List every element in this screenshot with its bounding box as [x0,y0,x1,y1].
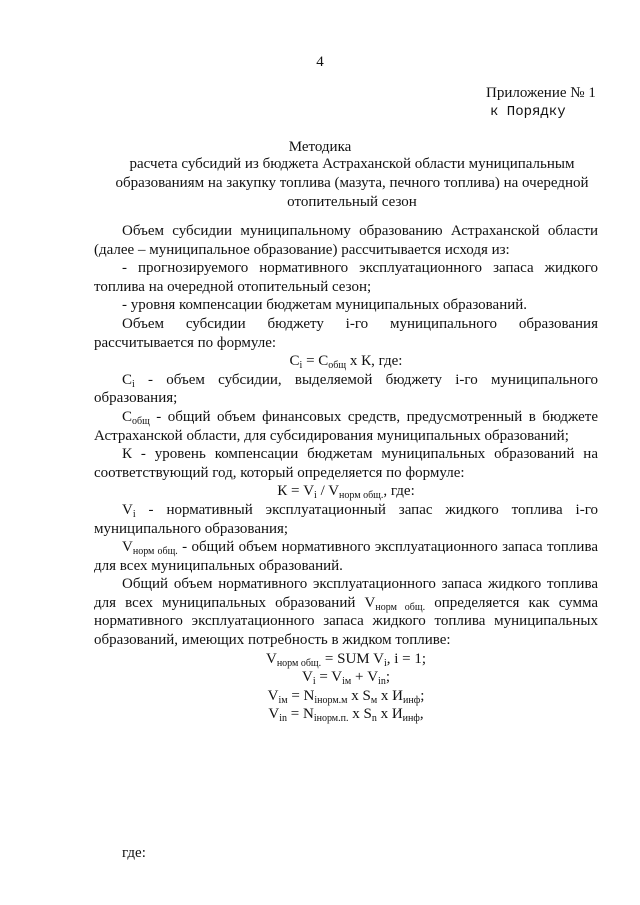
paragraph-item-2: - уровня компенсации бюджетам муниципальных образований. [122,297,528,314]
definition-ci: $C_i$ - объем субсидии, выделяемой бюджету i-го муниципального образования; [94,371,598,407]
definition-vnorm: $V_{норм общ.}$ - общий объем нормативного эксплуатационного запаса топлива для всех муниципальных образований. [94,539,598,574]
document-subtitle: расчета субсидий из бюджета Астраханской области муниципальным образованиям на закупку топлива (мазута, печного топлива) на очередной отопительный сезон [115,156,589,210]
formula-vin: $V_{in} = N_{iнорм.п.}$ x $S_n$ x $И_{инф}$, [268,706,424,725]
paragraph-item-1: - прогнозируемого нормативного эксплуатационного запаса жидкого топлива на очередной отопительный сезон; [94,260,598,295]
appendix-line-2: к Порядку [490,104,566,120]
paragraph-intro: Объем субсидии муниципальному образованию Астраханской области (далее – муниципальное образование) рассчитывается исходя из: [94,223,598,258]
where-label: где: [122,845,146,861]
formula-vi: $V_i = V_{iм} + V_{in}$; [301,669,390,688]
definition-cobsh: $C_{общ}$ - общий объем финансовых средств, предусмотренный в бюджете Астраханской области, для субсидирования муниципальных образований; [94,408,598,444]
formula-vnorm-sum: $V_{норм общ.}$ = SUM $V_i$, i = 1; [265,650,427,669]
page-number: 4 [316,54,324,70]
formula-k: $К = V_i / V_{норм общ.}$, где: [277,483,415,502]
paragraph-total-volume: Общий объем нормативного эксплуатационного запаса жидкого топлива для всех муниципальных образований $V_{норм общ.}$ определяется как сумма нормативного эксплуатационного запаса жидкого топлива муниципальных образований, имеющих потребность в жидком топливе: [94,576,598,649]
appendix-line-1: Приложение № 1 [486,85,596,101]
definition-vi: $V_i$ - нормативный эксплуатационный запас жидкого топлива i-го муниципального образования; [94,501,598,537]
paragraph-formula-intro: Объем субсидии бюджету i-го муниципального образования рассчитывается по формуле: [94,315,598,351]
formula-subsidy: $C_i = С_{общ}$ x К, где: [289,353,403,372]
appendix-header [486,84,596,122]
formula-vim: $V_{iм} = N_{iнорм.м}$ x $S_м$ x $И_{инф}$; [267,687,425,706]
definition-k: К - уровень компенсации бюджетам муниципальных образований на соответствующий год, который определяется по формуле: [94,446,598,481]
document-body [94,222,598,724]
document-title: Методика [288,139,352,155]
